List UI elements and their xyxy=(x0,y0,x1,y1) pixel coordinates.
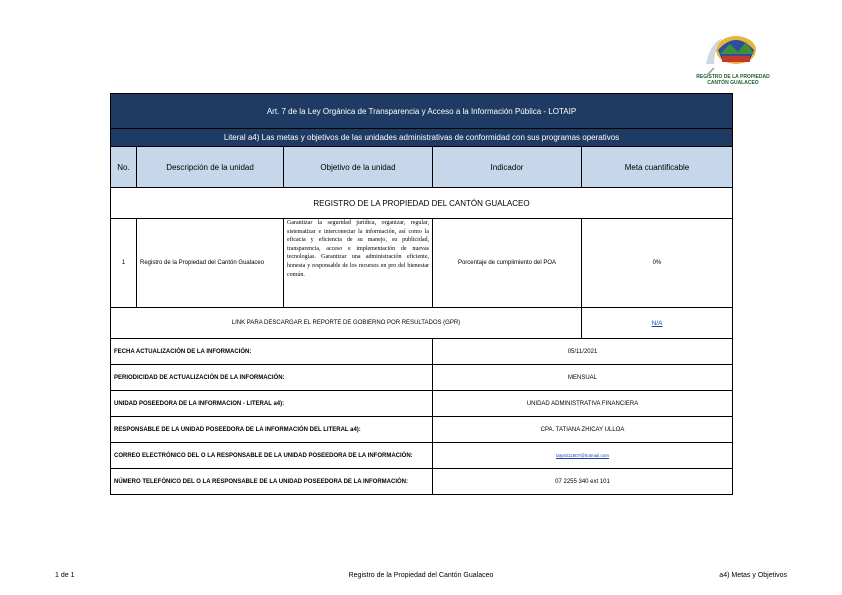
correo-link[interactable]: tatys011807@hotmail.com xyxy=(556,452,610,458)
column-header-meta: Meta cuantificable xyxy=(582,147,733,188)
link-row xyxy=(111,308,733,339)
footer-center-text: Registro de la Propiedad del Cantón Gualaceo xyxy=(348,572,494,579)
row-number: 1 xyxy=(111,219,137,308)
fecha-label: FECHA ACTUALIZACIÓN DE LA INFORMACIÓN: xyxy=(111,339,433,365)
unidad-label: UNIDAD POSEEDORA DE LA INFORMACION - LITERAL a4): xyxy=(111,391,433,417)
info-row-unidad xyxy=(111,391,733,417)
column-header-no: No. xyxy=(111,147,137,188)
responsable-value: CPA. TATIANA ZHICAY ULLOA xyxy=(433,417,733,443)
column-header-row xyxy=(111,147,733,188)
logo-caption xyxy=(692,74,774,86)
footer-right-text: a4) Metas y Objetivos xyxy=(719,572,787,579)
logo-caption-line2: CANTÓN GUALACEO xyxy=(707,80,759,86)
table-subtitle: Literal a4) Las metas y objetivos de las unidades administrativas de conformidad con sus programas operativos xyxy=(111,129,733,147)
periodicidad-value: MENSUAL xyxy=(433,365,733,391)
telefono-label: NÚMERO TELEFÓNICO DEL O LA RESPONSABLE DE LA UNIDAD POSEEDORA DE LA INFORMACIÓN: xyxy=(111,469,433,495)
info-row-fecha xyxy=(111,339,733,365)
info-row-correo xyxy=(111,443,733,469)
section-title: REGISTRO DE LA PROPIEDAD DEL CANTÓN GUALACEO xyxy=(111,188,733,219)
row-objetivo: Garantizar la seguridad jurídica, organizar, regular, sistematizar e interconectar la información, así como la eficacia y eficiencia de su manejo, su publicidad, transparencia, acceso e implementación de nuevas tecnologías. Garantizar una administración eficiente, honesta y responsable de los recursos en pro del bienestar común. xyxy=(284,219,433,308)
row-indicador: Porcentaje de cumplimiento del POA xyxy=(433,219,582,308)
lotaip-table xyxy=(110,93,733,495)
responsable-label: RESPONSABLE DE LA UNIDAD POSEEDORA DE LA INFORMACIÓN DEL LITERAL a4): xyxy=(111,417,433,443)
fecha-value: 05/11/2021 xyxy=(433,339,733,365)
correo-label: CORREO ELECTRÓNICO DEL O LA RESPONSABLE DE LA UNIDAD POSEEDORA DE LA INFORMACIÓN: xyxy=(111,443,433,469)
info-row-telefono xyxy=(111,469,733,495)
table-title: Art. 7 de la Ley Orgánica de Transparencia y Acceso a la Información Pública - LOTAIP xyxy=(111,94,733,129)
info-row-responsable xyxy=(111,417,733,443)
column-header-objetivo: Objetivo de la unidad xyxy=(284,147,433,188)
table-row xyxy=(111,219,733,308)
periodicidad-label: PERIODICIDAD DE ACTUALIZACIÓN DE LA INFORMACIÓN: xyxy=(111,365,433,391)
info-row-periodicidad xyxy=(111,365,733,391)
column-header-descripcion: Descripción de la unidad xyxy=(137,147,284,188)
unidad-value: UNIDAD ADMINISTRATIVA FINANCIERA xyxy=(433,391,733,417)
telefono-value: 07 2255 340 ext 101 xyxy=(433,469,733,495)
row-meta: 0% xyxy=(582,219,733,308)
gpr-link-label: LINK PARA DESCARGAR EL REPORTE DE GOBIERNO POR RESULTADOS (GPR) xyxy=(111,308,582,339)
logo-caption-line1: REGISTRO DE LA PROPIEDAD xyxy=(696,74,770,80)
gpr-link[interactable]: N/A xyxy=(651,319,663,327)
footer-page-number: 1 de 1 xyxy=(55,572,75,579)
row-descripcion: Registro de la Propiedad del Cantón Gualaceo xyxy=(137,219,284,308)
column-header-indicador: Indicador xyxy=(433,147,582,188)
